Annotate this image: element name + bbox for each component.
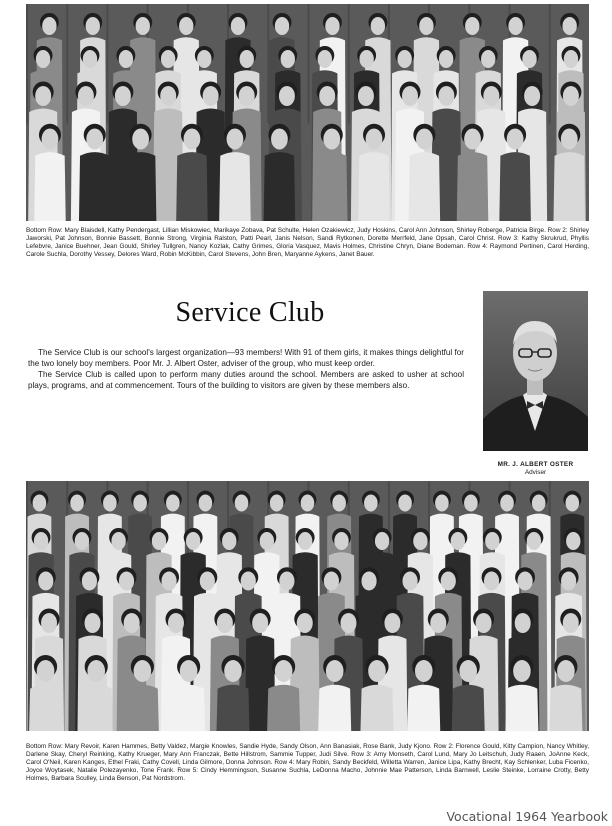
yearbook-watermark: Vocational 1964 Yearbook: [446, 809, 608, 824]
adviser-portrait: [483, 291, 588, 451]
article-body: [28, 347, 464, 391]
top-group-photo: [26, 4, 589, 221]
page-title: Service Club: [175, 297, 325, 328]
article-paragraph: The Service Club is our school's largest organization—93 members! With 91 of them girls, it makes things delightful for the two lonely boy members. Poor Mr. J. Albert Oster, adviser of the group, who must keep order.: [28, 348, 464, 368]
bottom-photo-caption: Bottom Row: Mary Revoir, Karen Hammes, Betty Valdez, Margie Knowles, Sandie Hyde, Sandy Olson, Ann Banasiak, Rose Bank, Judy Kjono. Row 2: Florence Gould, Kitty Campion, Nancy Whitley, Darlene Skay, Cheryl Reinking, Kathy Krueger, Mary Ann Franczak, Bette Hillstrom, Sammie Tupper, Judi Silve. Row 3: Amy Monseth, Carol Lund, Mary Jo Leitschuh, Judy Raaen, JoAnne Keck, Carol O'Neil, Karen Kanges, Ethel Fraki, Cathy Covell, Linda Gilmore, Donna Johnson. Row 4: Mary Robin, Sandy Beckfeld, Willetta Warren, Janice Lipa, Kathy Brecht, Kay Schlenker, Luba Ficenko, Joyce Woytasek, Natalie Polezayenko, Tone Frank. Row 5: Cindy Hemmingson, Susanne Suchla, LeDonna Macho, Johnnie Mae Patterson, Linda Barnwell, Leslie Steinke, Lorraine Crotty, Betty Holmes, Barbara Sculley, Linda Benson, Pat Nordstrom.: [26, 743, 589, 782]
adviser-role: Adviser: [524, 469, 547, 476]
adviser-name: MR. J. ALBERT OSTER: [497, 461, 574, 468]
bottom-group-photo: [26, 481, 589, 731]
top-photo-caption: Bottom Row: Mary Blaisdell, Kathy Pendergast, Lillian Miskowiec, Marikaye Zobava, Pat Schulte, Helen Ozakiewicz, Judy Hoskins, Carol Ann Johnson, Shirley Roberge, Patricia Birge. Row 2: Shirley Jaworski, Pat Johnson, Bonnie Bassett, Bonnie Strong, Virginia Ralston, Patti Pearl, Janis Nelson, Sandi Rytkonen, Dorette Merrfeld, Jane Opsah, Carol Christ. Row 3: Kathy Skrukrud, Phyllis Lefebvre, Janice Buehner, Jean Gould, Shirley Tullgren, Nancy Kozlak, Cathy Grimes, Gloria Vasquez, Mavis Holmes, Christine Chryn, Diane Bodeman. Row 4: Raymond Pertinen, Carol Herding, Carole Suchla, Dorothy Vessey, Delores Ward, Robin McKibbin, Carol Stevens, John Bren, Maryanne Aykens, Janet Bauer.: [26, 227, 589, 258]
article-paragraph: The Service Club is called upon to perform many duties around the school. Members are asked to usher at school plays, programs, and at commencement. Tours of the building to visitors are given by these members also.: [28, 370, 464, 390]
